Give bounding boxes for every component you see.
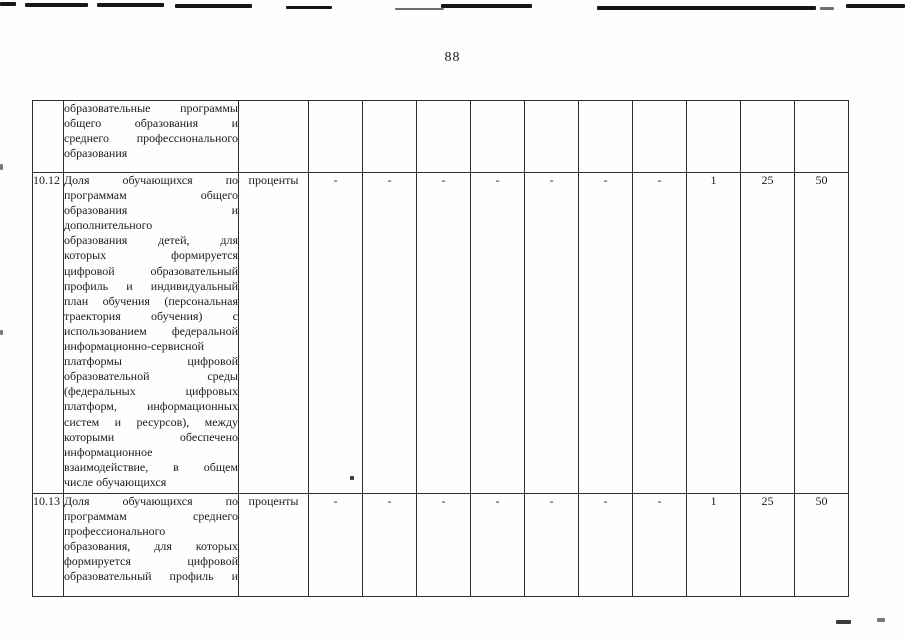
- indicator-cell: Доля обучающихся по программам общего образования и дополнительного образования детей, для которых формируется цифровой образовательный профиль и индивидуальный план обучения (персональная траектория обучения) с использованием федеральной информационно-сервисной платформы цифровой образовательной среды (федеральных цифровых платформ, информационных систем и ресурсов), между которыми обеспечено информационное взаимодействие, в общем числе обучающихся: [64, 173, 239, 494]
- value-cell: -: [417, 494, 471, 597]
- scan-speck: [0, 164, 3, 170]
- value-cell: -: [633, 173, 687, 494]
- scan-artifact: [286, 6, 332, 9]
- value-cell: [309, 101, 363, 173]
- value-cell: [579, 101, 633, 173]
- value-cell: -: [633, 494, 687, 597]
- scan-artifact: [441, 4, 532, 8]
- row-number-cell: 10.12: [33, 173, 64, 494]
- value-cell: -: [309, 173, 363, 494]
- value-cell: -: [471, 494, 525, 597]
- unit-cell: [239, 101, 309, 173]
- page-number: 88: [444, 50, 461, 65]
- value-cell: [363, 101, 417, 173]
- value-cell: -: [417, 173, 471, 494]
- table-row-continuation: [33, 101, 849, 173]
- value-cell: 50: [795, 494, 849, 597]
- unit-cell: проценты: [239, 494, 309, 597]
- scan-artifact: [175, 4, 252, 8]
- value-cell: -: [525, 494, 579, 597]
- value-cell: 25: [741, 173, 795, 494]
- value-cell: -: [363, 173, 417, 494]
- value-cell: 25: [741, 494, 795, 597]
- scan-artifact: [0, 2, 16, 6]
- row-number-cell: 10.13: [33, 494, 64, 597]
- scan-artifact: [25, 3, 88, 7]
- indicator-cell: Доля обучающихся по программам среднего профессионального образования, для которых формируется цифровой образовательный профиль и: [64, 494, 239, 597]
- indicators-table: [32, 100, 849, 597]
- value-cell: -: [471, 173, 525, 494]
- scan-speck: [0, 330, 3, 335]
- scan-speck: [877, 618, 885, 622]
- value-cell: [471, 101, 525, 173]
- scan-artifact: [597, 6, 816, 10]
- value-cell: -: [579, 494, 633, 597]
- value-cell: 1: [687, 494, 741, 597]
- value-cell: 50: [795, 173, 849, 494]
- value-cell: [795, 101, 849, 173]
- value-cell: -: [363, 494, 417, 597]
- unit-cell: проценты: [239, 173, 309, 494]
- value-cell: [633, 101, 687, 173]
- value-cell: -: [579, 173, 633, 494]
- row-number-cell: [33, 101, 64, 173]
- scan-speck: [836, 620, 851, 624]
- value-cell: [525, 101, 579, 173]
- value-cell: [417, 101, 471, 173]
- scan-artifact: [846, 4, 905, 8]
- value-cell: 1: [687, 173, 741, 494]
- table-row-10-12: [33, 173, 849, 494]
- value-cell: -: [309, 494, 363, 597]
- scan-artifact: [97, 3, 164, 7]
- value-cell: [687, 101, 741, 173]
- value-cell: [741, 101, 795, 173]
- indicator-cell: образовательные программы общего образования и среднего профессионального образования: [64, 101, 239, 173]
- scan-artifact: [820, 7, 834, 10]
- value-cell: -: [525, 173, 579, 494]
- scan-artifact: [395, 8, 444, 10]
- table-row-10-13: [33, 494, 849, 597]
